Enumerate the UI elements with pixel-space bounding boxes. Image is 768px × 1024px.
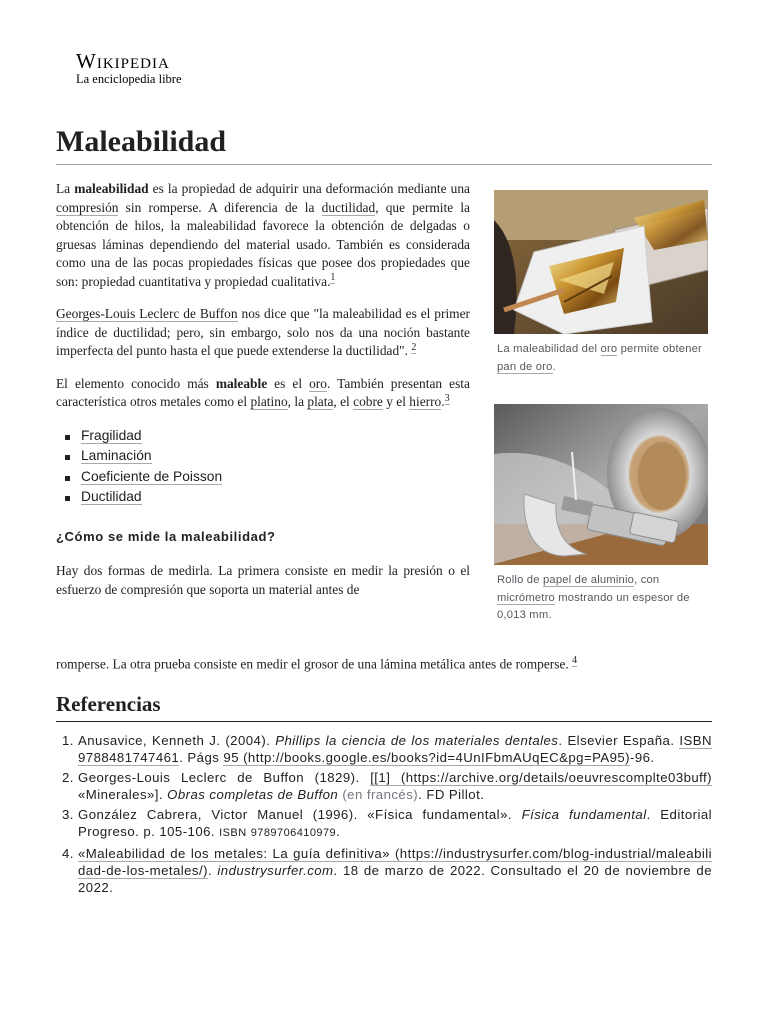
- text: El elemento conocido más: [56, 375, 216, 391]
- measure-paragraph: Hay dos formas de medirla. La primera consiste en medir la presión o el esfuerzo de compresión que soporta un material antes de: [56, 563, 470, 597]
- see-also-list: [56, 426, 470, 508]
- ref-site-name: industrysurfer.com: [217, 863, 334, 878]
- list-item: [64, 467, 470, 488]
- logo-tagline: La enciclopedia libre: [76, 72, 182, 86]
- text: , que permite la obtención de hilos, la maleabilidad favorece la obtención de delgadas o gruesas láminas dependiendo del material usado. También es considerada como una de las pocas propiedades físicas que posee dos propiedades que son: propiedad cuantitativa y propiedad cualitativa.: [56, 199, 470, 289]
- text: Anusavice, Kenneth J. (2004).: [78, 733, 276, 748]
- list-item: [64, 426, 470, 447]
- figure-gold-leaf: [494, 190, 708, 376]
- google-books-link[interactable]: 95 (http://books.google.es/books?id=4UnIFbmAUqEC&pg=PA95): [223, 750, 631, 765]
- text: , la: [287, 394, 308, 409]
- text: -96.: [630, 750, 655, 765]
- link-platino[interactable]: platino: [250, 394, 288, 409]
- link-laminacion[interactable]: Laminación: [81, 448, 152, 463]
- text: . También presentan esta característica otros metales como el: [56, 375, 470, 409]
- citation-4[interactable]: 4: [572, 655, 578, 666]
- isbn-label: ISBN: [219, 827, 247, 839]
- industrysurfer-link[interactable]: «Maleabilidad de los metales: La guía definitiva» (https://industrysurfer.com/blog-industrial/maleabilidad-de-los-metales/): [78, 846, 712, 878]
- figure-caption-2: [494, 570, 708, 625]
- link-ductilidad[interactable]: ductilidad: [321, 199, 376, 215]
- link-compresion[interactable]: compresión: [56, 199, 119, 215]
- text: .: [207, 863, 218, 878]
- text: . Editorial Progreso. p. 105-106.: [78, 807, 713, 839]
- section-heading-measure: ¿Cómo se mide la maleabilidad?: [56, 528, 276, 544]
- text: Georges-Louis Leclerc de Buffon (1829).: [78, 770, 371, 785]
- link-oro[interactable]: oro: [309, 375, 327, 391]
- link-fragilidad[interactable]: Fragilidad: [81, 427, 142, 443]
- link-buffon[interactable]: Georges-Louis Leclerc de Buffon: [56, 306, 238, 321]
- aluminium-foil-image[interactable]: [494, 404, 708, 570]
- text: Rollo de: [497, 574, 543, 586]
- bold-term: maleable: [215, 375, 268, 391]
- link-micrometro[interactable]: micrómetro: [497, 591, 555, 604]
- text: González Cabrera, Victor Manuel (1996). «Física fundamental».: [78, 807, 522, 822]
- wikipedia-logo[interactable]: [76, 50, 182, 87]
- measure-paragraph-end: [56, 652, 656, 673]
- figure-caption-1: [494, 339, 708, 376]
- gold-leaf-image[interactable]: [494, 190, 708, 339]
- text: y el: [382, 394, 410, 409]
- text: . 18 de marzo de 2022. Consultado el 20 de noviembre de 2022.: [78, 863, 712, 895]
- text: romperse. La otra prueba consiste en medir el grosor de una lámina metálica antes de romperse.: [56, 656, 573, 672]
- citation-1[interactable]: 1: [330, 272, 336, 284]
- text: . Págs: [179, 750, 224, 765]
- citation-2[interactable]: 2: [411, 341, 417, 353]
- link-plata[interactable]: plata: [307, 394, 334, 409]
- link-poisson[interactable]: Coeficiente de Poisson: [81, 468, 223, 484]
- link-papel-aluminio[interactable]: papel de aluminio: [542, 574, 635, 586]
- reference-item: [78, 845, 712, 896]
- reference-item: [78, 769, 712, 803]
- article-body: [56, 180, 470, 599]
- text: permite obtener: [617, 343, 702, 355]
- logo-wordmark: Wikipedia: [76, 49, 170, 73]
- text: La maleabilidad del: [497, 343, 601, 355]
- references-heading: Referencias: [56, 690, 712, 722]
- language-note: (en francés): [342, 787, 419, 802]
- text: nos dice que "la maleabilidad es el primer índice de ductilidad; pero, sin embargo, solo nos da una noción bastante imperfecta del punto hasta el que puede extenderse la ductilidad".: [56, 306, 470, 358]
- text: . FD Pillot.: [418, 787, 485, 802]
- ref-work-title: Phillips la ciencia de los materiales dentales: [275, 733, 559, 748]
- intro-paragraph-1: [56, 180, 470, 291]
- figure-aluminium-foil: [494, 404, 708, 625]
- list-item: [64, 446, 470, 467]
- text: sin romperse. A diferencia de la: [118, 199, 322, 215]
- bold-term: maleabilidad: [74, 181, 149, 196]
- reference-item: [78, 806, 712, 842]
- intro-paragraph-3: [56, 375, 470, 412]
- text: , el: [333, 394, 354, 409]
- text: .: [441, 394, 445, 409]
- link-hierro[interactable]: hierro: [409, 394, 442, 409]
- link-cobre[interactable]: cobre: [353, 394, 383, 409]
- references-list: [56, 732, 712, 899]
- link-oro-caption[interactable]: oro: [600, 343, 618, 355]
- text: mostrando un espesor de 0,013 mm.: [497, 591, 690, 621]
- text: «Minerales»].: [78, 787, 168, 802]
- reference-item: [78, 732, 712, 766]
- text: , con: [634, 574, 660, 586]
- text: es la propiedad de adquirir una deformación mediante una: [148, 181, 470, 196]
- citation-3[interactable]: 3: [444, 392, 450, 404]
- ref-work-title: Física fundamental: [521, 807, 647, 822]
- text: .: [552, 360, 556, 373]
- text: . Elsevier España.: [558, 733, 680, 748]
- text: La: [56, 181, 75, 196]
- list-item: [64, 487, 470, 508]
- isbn-link[interactable]: ISBN 9788481747461: [78, 733, 713, 765]
- text: .: [336, 824, 341, 839]
- page-title: Maleabilidad: [56, 124, 712, 165]
- archive-link[interactable]: [[1] (https://archive.org/details/oeuvrescomplte03buff): [370, 770, 712, 785]
- text: es el: [267, 375, 310, 391]
- ref-work-title: Obras completas de Buffon: [167, 787, 339, 802]
- link-pan-de-oro[interactable]: pan de oro: [497, 360, 553, 373]
- link-ductilidad-2[interactable]: Ductilidad: [81, 489, 142, 504]
- intro-paragraph-2: [56, 305, 470, 361]
- isbn-number: 9789706410979: [250, 827, 337, 839]
